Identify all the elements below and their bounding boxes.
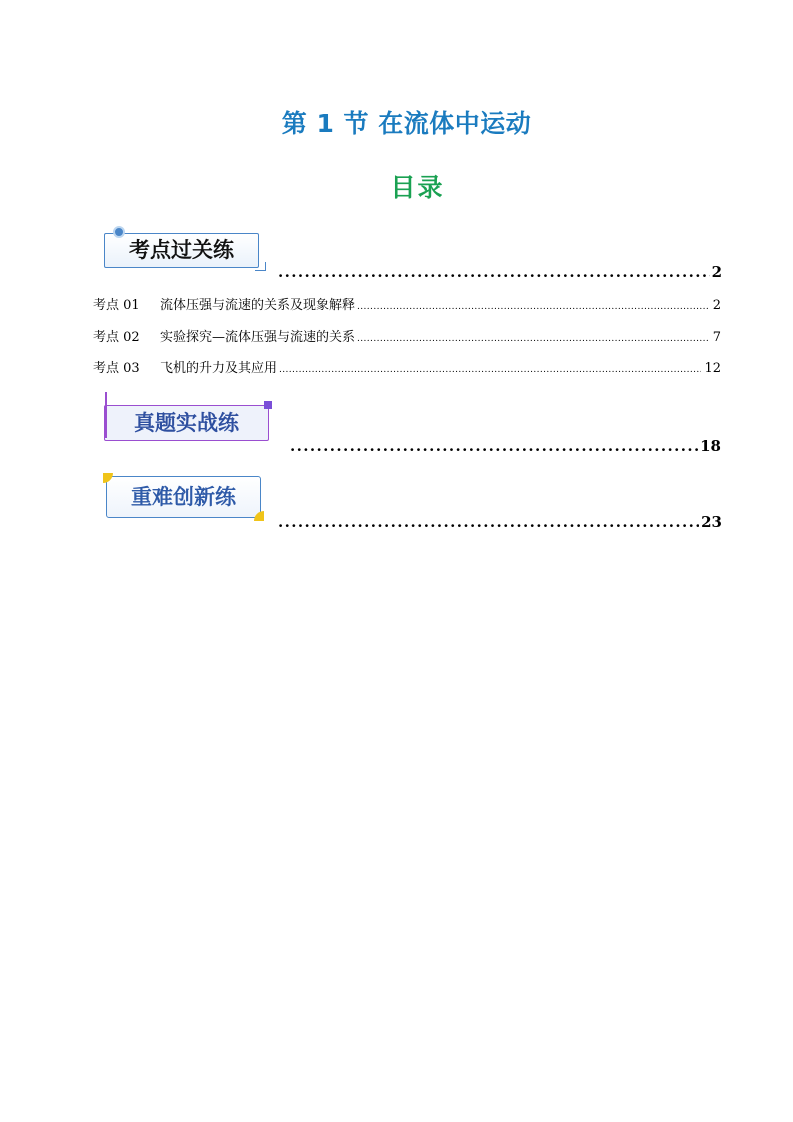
badge-corner-decoration	[103, 473, 113, 483]
page-number: 18	[700, 437, 721, 455]
dot-leader	[279, 365, 701, 375]
subentry-text: 流体压强与流速的关系及现象解释	[160, 298, 356, 313]
page-number: 2	[711, 263, 722, 281]
subentry-number: 考点 01	[93, 298, 140, 313]
dot-leader	[290, 437, 698, 455]
toc-heading: 目录	[390, 173, 445, 202]
toc-entry-zhenti[interactable]	[290, 437, 721, 455]
page-title: 第 1 节 在流体中运动	[281, 109, 532, 138]
subentry-text: 实验探究—流体压强与流速的关系	[160, 330, 356, 345]
page-number: 23	[701, 513, 722, 531]
subentry-number: 考点 03	[93, 361, 140, 376]
subentry-number: 考点 02	[93, 330, 140, 345]
page-number: 2	[712, 298, 721, 313]
section-badge-kaodian[interactable]	[104, 233, 259, 268]
badge-dot-decoration	[113, 226, 125, 238]
subentry-text: 飞机的升力及其应用	[160, 361, 278, 376]
section-label: 考点过关练	[129, 238, 234, 262]
dot-leader	[357, 334, 710, 344]
section-label: 真题实战练	[134, 411, 239, 435]
page-number: 7	[712, 330, 721, 345]
badge-corner-decoration	[254, 511, 264, 521]
dot-leader	[278, 513, 699, 531]
toc-entry-kaodian[interactable]	[278, 263, 722, 281]
badge-corner-decoration	[255, 262, 266, 271]
toc-subentry[interactable]	[93, 326, 721, 345]
badge-line-decoration	[105, 392, 107, 438]
toc-entry-zhongnan[interactable]	[278, 513, 722, 531]
section-badge-zhongnan[interactable]	[106, 476, 261, 518]
toc-subentry[interactable]	[93, 294, 721, 313]
badge-square-decoration	[264, 401, 272, 409]
page-number: 12	[704, 361, 721, 376]
dot-leader	[357, 302, 710, 312]
section-badge-zhenti[interactable]	[104, 405, 269, 441]
toc-subentry[interactable]	[93, 357, 721, 376]
dot-leader	[278, 263, 710, 281]
section-label: 重难创新练	[131, 485, 236, 509]
